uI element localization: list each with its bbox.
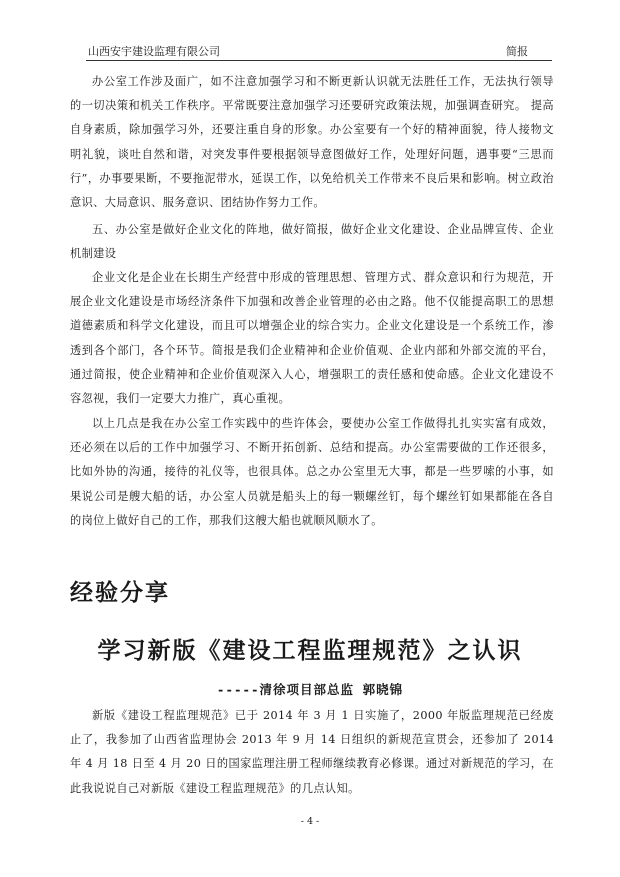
body-paragraph-2: 五、办公室是做好企业文化的阵地，做好简报，做好企业文化建设、企业品牌宣传、企业机制建设 <box>70 223 554 261</box>
body-paragraph-4: 以上几点是我在办公室工作实践中的些许体会，要使办公室工作做得扎扎实实富有成效，还必须在以后的工作中加强学习、不断开拓创新、总结和提高。办公室需要做的工作还很多，比如外协的沟通，接待的礼仪等，也很具体。总之办公室里无大事，都是一些罗嗦的小事，如果说公司是艘大船的话，办公室人员就是船头上的每一颗螺丝钉，每个螺丝钉如果都能在各自的岗位上做好自己的工作，那我们这艘大船也就顺风顺水了。 <box>70 417 554 527</box>
body-paragraph-1: 办公室工作涉及面广，如不注意加强学习和不断更新认识就无法胜任工作，无法执行领导的一切决策和机关工作秩序。平常既要注意加强学习还要研究政策法规，加强调查研究。 提高自身素质，除加强学习外，还要注重自身的形象。办公室要有一个好的精神面貌，待人接物文明礼貌，谈吐自然和谐，对突发事件要根据领导意图做好工作，处理好问题，遇事要“三思而行”，办事要果断，不要拖泥带水，延误工作，以免给机关工作带来不良后果和影响。树立政治意识、大局意识、服务意识、团结协作努力工作。 <box>70 75 554 210</box>
article-intro-paragraph: 新版《建设工程监理规范》已于 2014 年 3 月 1 日实施了，2000 年版监理规范已经废止了，我参加了山西省监理协会 2013 年 9 月 14 日组织的新规范宣贯会，还参加了 2014 年 4 月 18 日至 4 月 20 日的国家监理注册工程师继续教育必修课。通过对新规范的学习，在此我说说自己对新版《建设工程监理规范》的几点认知。 <box>70 709 554 795</box>
publication-label: 简报 <box>506 45 528 58</box>
page-header <box>86 46 552 61</box>
company-name: 山西安宇建设监理有限公司 <box>88 45 220 58</box>
body-paragraph-3: 企业文化是企业在长期生产经营中形成的管理思想、管理方式、群众意识和行为规范，开展企业文化建设是市场经济条件下加强和改善企业管理的必由之路。他不仅能提高职工的思想道德素质和科学文化建设，而且可以增强企业的综合实力。企业文化建设是一个系统工作，渗透到各个部门，各个环节。简报是我们企业精神和企业价值观、企业内部和外部交流的平台，通过简报，使企业精神和企业价值观深入人心，增强职工的责任感和使命感。企业文化建设不容忽视，我们一定要大力推广，真心重视。 <box>70 271 554 406</box>
section-heading: 经验分享 <box>70 580 170 606</box>
article-title: 学习新版《建设工程监理规范》之认识 <box>97 637 523 664</box>
article-byline: -----清徐项目部总监 郭晓锦 <box>216 682 404 697</box>
page-number: - 4 - <box>300 816 320 827</box>
